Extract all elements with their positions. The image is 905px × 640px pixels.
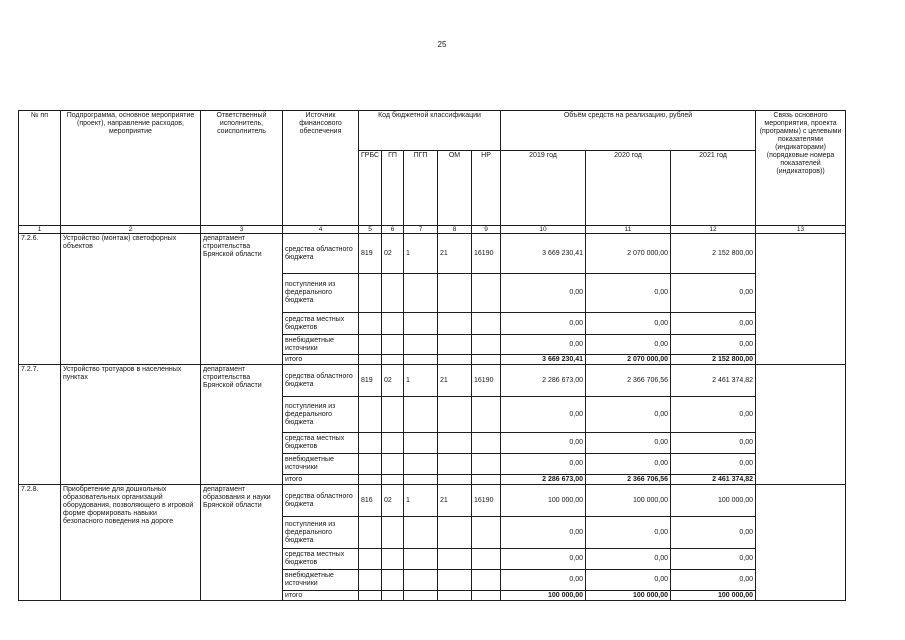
amount-2021: 2 461 374,82	[671, 365, 756, 397]
funding-source: поступления из федерального бюджета	[283, 397, 359, 433]
code-cell	[382, 313, 404, 335]
code-nr: 16190	[472, 234, 501, 274]
funding-source: средства местных бюджетов	[283, 433, 359, 454]
item-number: 7.2.7.	[19, 365, 61, 485]
header-funding: Объём средств на реализацию, рублей	[501, 111, 756, 151]
header-pgp: ПГП	[404, 151, 438, 226]
code-cell	[382, 517, 404, 549]
amount-2020: 2 070 000,00	[586, 234, 671, 274]
code-cell	[382, 454, 404, 475]
header-budget-code: Код бюджетной классификации	[359, 111, 501, 151]
page-number: 25	[437, 40, 447, 49]
code-cell	[404, 549, 438, 570]
column-number: 2	[61, 226, 201, 234]
header-number: № пп	[19, 111, 61, 226]
code-cell	[359, 549, 382, 570]
funding-source: средства местных бюджетов	[283, 313, 359, 335]
total-2021: 2 461 374,82	[671, 475, 756, 485]
code-cell	[438, 335, 472, 355]
code-gp: 02	[382, 485, 404, 517]
code-cell	[359, 397, 382, 433]
amount-2020: 100 000,00	[586, 485, 671, 517]
code-cell	[359, 591, 382, 601]
header-om: ОМ	[438, 151, 472, 226]
amount-2021: 0,00	[671, 433, 756, 454]
header-year-2021: 2021 год	[671, 151, 756, 226]
column-number: 4	[283, 226, 359, 234]
amount-2020: 0,00	[586, 454, 671, 475]
code-cell	[382, 335, 404, 355]
header-indicators: Связь основного мероприятия, проекта (программы) с целевыми показателями (индикаторами) (порядковые номера показателей (индикаторов))	[756, 111, 846, 226]
total-2021: 100 000,00	[671, 591, 756, 601]
code-pgp: 1	[404, 365, 438, 397]
amount-2021: 0,00	[671, 570, 756, 591]
code-cell	[382, 549, 404, 570]
code-cell	[359, 454, 382, 475]
code-cell	[382, 570, 404, 591]
amount-2019: 0,00	[501, 274, 586, 313]
amount-2020: 0,00	[586, 274, 671, 313]
code-nr: 16190	[472, 365, 501, 397]
header-year-2019: 2019 год	[501, 151, 586, 226]
amount-2020: 0,00	[586, 397, 671, 433]
total-2021: 2 152 800,00	[671, 355, 756, 365]
item-name: Приобретение для дошкольных образовательных организаций оборудования, позволяющего в игровой форме формировать навыки безопасного поведения на дороге	[61, 485, 201, 601]
amount-2019: 0,00	[501, 570, 586, 591]
code-cell	[438, 549, 472, 570]
header-gp: ГП	[382, 151, 404, 226]
code-cell	[359, 433, 382, 454]
code-cell	[472, 433, 501, 454]
item-executor: департамент образования и науки Брянской области	[201, 485, 283, 601]
amount-2020: 0,00	[586, 335, 671, 355]
funding-source: внебюджетные источники	[283, 454, 359, 475]
code-cell	[404, 274, 438, 313]
code-cell	[404, 570, 438, 591]
code-cell	[472, 517, 501, 549]
code-cell	[404, 335, 438, 355]
funding-source: средства областного бюджета	[283, 234, 359, 274]
amount-2019: 0,00	[501, 335, 586, 355]
amount-2019: 0,00	[501, 517, 586, 549]
column-number: 5	[359, 226, 382, 234]
code-cell	[359, 313, 382, 335]
code-cell	[382, 475, 404, 485]
code-cell	[382, 355, 404, 365]
code-cell	[438, 454, 472, 475]
amount-2019: 2 286 673,00	[501, 365, 586, 397]
code-cell	[438, 274, 472, 313]
amount-2019: 3 669 230,41	[501, 234, 586, 274]
amount-2019: 0,00	[501, 454, 586, 475]
total-2020: 100 000,00	[586, 591, 671, 601]
code-cell	[472, 570, 501, 591]
code-gp: 02	[382, 365, 404, 397]
header-grbs: ГРБС	[359, 151, 382, 226]
code-cell	[438, 355, 472, 365]
code-cell	[438, 313, 472, 335]
code-cell	[472, 454, 501, 475]
code-cell	[472, 313, 501, 335]
code-cell	[382, 274, 404, 313]
code-cell	[438, 397, 472, 433]
total-2019: 2 286 673,00	[501, 475, 586, 485]
item-executor: департамент строительства Брянской области	[201, 365, 283, 485]
funding-source: средства местных бюджетов	[283, 549, 359, 570]
header-program: Подпрограмма, основное мероприятие (проект), направление расходов, мероприятие	[61, 111, 201, 226]
funding-source: итого	[283, 475, 359, 485]
funding-source: поступления из федерального бюджета	[283, 517, 359, 549]
item-indicators	[756, 365, 846, 485]
code-cell	[404, 355, 438, 365]
amount-2020: 0,00	[586, 570, 671, 591]
amount-2021: 0,00	[671, 549, 756, 570]
code-cell	[382, 433, 404, 454]
amount-2020: 0,00	[586, 433, 671, 454]
code-cell	[382, 397, 404, 433]
code-cell	[359, 335, 382, 355]
column-number: 6	[382, 226, 404, 234]
funding-source: итого	[283, 355, 359, 365]
code-cell	[472, 355, 501, 365]
amount-2019: 0,00	[501, 313, 586, 335]
amount-2020: 0,00	[586, 549, 671, 570]
code-grbs: 819	[359, 365, 382, 397]
column-number: 11	[586, 226, 671, 234]
code-cell	[404, 591, 438, 601]
amount-2021: 100 000,00	[671, 485, 756, 517]
amount-2021: 0,00	[671, 397, 756, 433]
item-name: Устройство (монтаж) светофорных объектов	[61, 234, 201, 365]
header-nr: НР	[472, 151, 501, 226]
total-2019: 100 000,00	[501, 591, 586, 601]
total-2020: 2 070 000,00	[586, 355, 671, 365]
code-cell	[472, 397, 501, 433]
code-cell	[404, 397, 438, 433]
code-gp: 02	[382, 234, 404, 274]
code-cell	[472, 549, 501, 570]
amount-2021: 0,00	[671, 313, 756, 335]
code-cell	[382, 591, 404, 601]
amount-2021: 2 152 800,00	[671, 234, 756, 274]
code-cell	[438, 475, 472, 485]
table-row	[19, 365, 846, 397]
code-cell	[359, 570, 382, 591]
column-number: 1	[19, 226, 61, 234]
amount-2021: 0,00	[671, 274, 756, 313]
amount-2020: 2 366 706,56	[586, 365, 671, 397]
code-pgp: 1	[404, 234, 438, 274]
item-indicators	[756, 234, 846, 365]
funding-source: средства областного бюджета	[283, 485, 359, 517]
item-executor: департамент строительства Брянской области	[201, 234, 283, 365]
code-cell	[404, 475, 438, 485]
item-indicators	[756, 485, 846, 601]
column-number: 3	[201, 226, 283, 234]
code-cell	[359, 517, 382, 549]
column-number: 10	[501, 226, 586, 234]
column-numbers-row	[19, 226, 846, 234]
code-cell	[438, 517, 472, 549]
column-number: 13	[756, 226, 846, 234]
funding-source: внебюджетные источники	[283, 570, 359, 591]
code-cell	[438, 433, 472, 454]
amount-2020: 0,00	[586, 313, 671, 335]
amount-2021: 0,00	[671, 335, 756, 355]
header-executor: Ответственный исполнитель, соисполнитель	[201, 111, 283, 226]
code-cell	[359, 274, 382, 313]
amount-2019: 0,00	[501, 433, 586, 454]
code-cell	[472, 475, 501, 485]
code-om: 21	[438, 485, 472, 517]
header-source: Источник финансового обеспечения	[283, 111, 359, 226]
code-om: 21	[438, 234, 472, 274]
code-cell	[472, 335, 501, 355]
amount-2021: 0,00	[671, 454, 756, 475]
code-om: 21	[438, 365, 472, 397]
amount-2021: 0,00	[671, 517, 756, 549]
funding-source: поступления из федерального бюджета	[283, 274, 359, 313]
table-row	[19, 234, 846, 274]
column-number: 7	[404, 226, 438, 234]
funding-source: средства областного бюджета	[283, 365, 359, 397]
funding-source: итого	[283, 591, 359, 601]
total-2019: 3 669 230,41	[501, 355, 586, 365]
code-grbs: 819	[359, 234, 382, 274]
table-row	[19, 485, 846, 517]
code-pgp: 1	[404, 485, 438, 517]
code-cell	[359, 355, 382, 365]
total-2020: 2 366 706,56	[586, 475, 671, 485]
amount-2020: 0,00	[586, 517, 671, 549]
column-number: 12	[671, 226, 756, 234]
code-cell	[404, 313, 438, 335]
code-cell	[438, 591, 472, 601]
funding-source: внебюджетные источники	[283, 335, 359, 355]
code-grbs: 816	[359, 485, 382, 517]
code-cell	[438, 570, 472, 591]
column-number: 8	[438, 226, 472, 234]
code-cell	[472, 591, 501, 601]
header-year-2020: 2020 год	[586, 151, 671, 226]
item-number: 7.2.8.	[19, 485, 61, 601]
amount-2019: 100 000,00	[501, 485, 586, 517]
code-cell	[404, 454, 438, 475]
column-number: 9	[472, 226, 501, 234]
code-cell	[404, 433, 438, 454]
code-cell	[404, 517, 438, 549]
item-name: Устройство тротуаров в населенных пунктах	[61, 365, 201, 485]
header-row-top	[19, 111, 846, 151]
code-cell	[472, 274, 501, 313]
amount-2019: 0,00	[501, 549, 586, 570]
program-table	[18, 110, 846, 601]
amount-2019: 0,00	[501, 397, 586, 433]
item-number: 7.2.6.	[19, 234, 61, 365]
code-cell	[359, 475, 382, 485]
code-nr: 16190	[472, 485, 501, 517]
